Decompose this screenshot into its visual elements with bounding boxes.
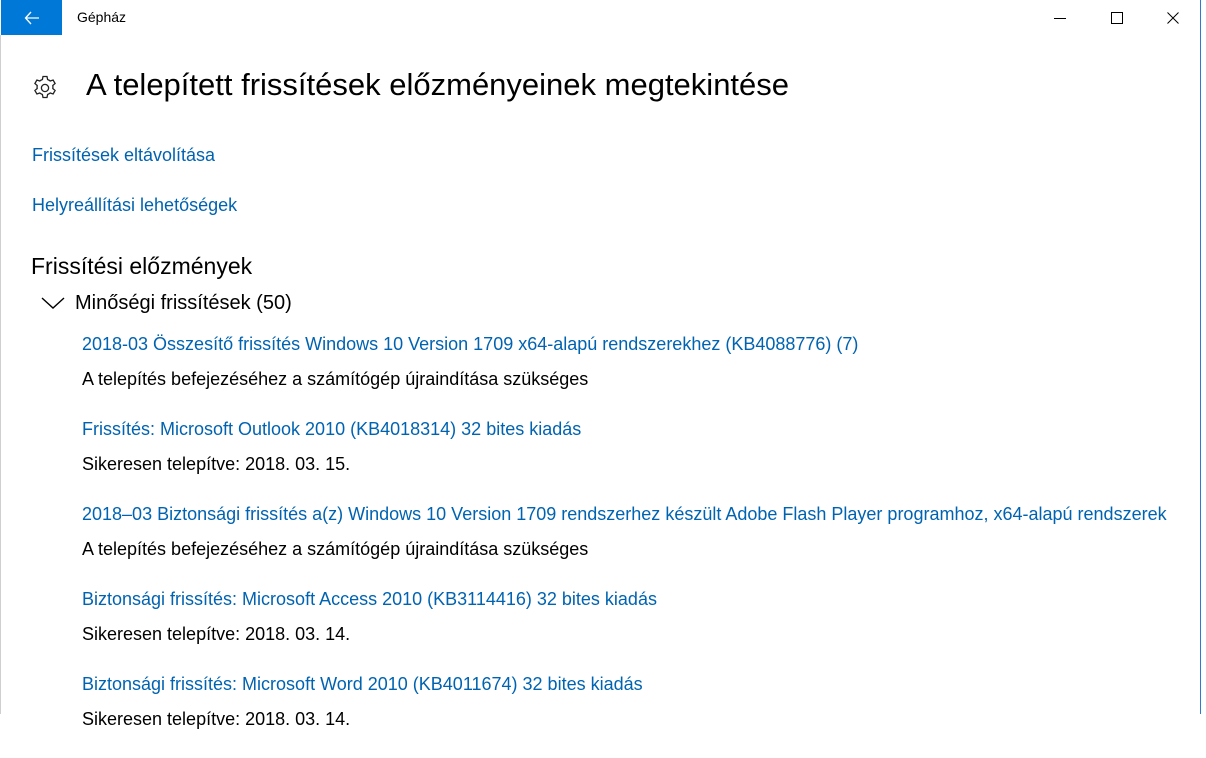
list-item — [82, 333, 1172, 418]
back-arrow-icon — [24, 11, 40, 25]
close-button[interactable] — [1150, 0, 1196, 35]
list-item — [82, 673, 1172, 758]
update-status: A telepítés befejezéséhez a számítógép újraindítása szükséges — [82, 539, 589, 559]
list-item — [82, 588, 1172, 673]
back-button[interactable] — [1, 0, 62, 35]
update-link[interactable]: 2018-03 Összesítő frissítés Windows 10 Version 1709 x64-alapú rendszerekhez (KB4088776) (7) — [82, 334, 859, 354]
maximize-icon — [1111, 12, 1123, 24]
quality-updates-group-toggle[interactable] — [40, 290, 292, 316]
close-icon — [1167, 12, 1179, 24]
gear-icon — [32, 75, 58, 101]
app-title: Gépház — [77, 9, 127, 25]
quality-updates-group-label: Minőségi frissítések (50) — [75, 291, 292, 314]
list-item — [82, 503, 1172, 588]
update-link[interactable]: Biztonsági frissítés: Microsoft Access 2010 (KB3114416) 32 bites kiadás — [82, 589, 657, 609]
chevron-down-icon — [40, 295, 66, 311]
update-link[interactable]: Frissítés: Microsoft Outlook 2010 (KB4018314) 32 bites kiadás — [82, 419, 582, 439]
title-bar — [0, 0, 1200, 35]
list-item — [82, 418, 1172, 503]
uninstall-updates-link[interactable]: Frissítések eltávolítása — [32, 145, 216, 165]
maximize-button[interactable] — [1094, 0, 1140, 35]
minimize-button[interactable] — [1037, 0, 1083, 35]
update-status: Sikeresen telepítve: 2018. 03. 15. — [82, 454, 351, 474]
update-list — [82, 333, 1172, 758]
window-left-border — [0, 0, 1, 714]
page-title: A telepített frissítések előzményeinek megtekintése — [86, 67, 790, 102]
update-link[interactable]: 2018–03 Biztonsági frissítés a(z) Windows 10 Version 1709 rendszerhez készült Adobe Flash Player programhoz, x64-alapú rendszerek — [82, 504, 1167, 524]
minimize-icon — [1054, 12, 1066, 24]
window-right-border — [1200, 0, 1201, 714]
recovery-options-link[interactable]: Helyreállítási lehetőségek — [32, 195, 238, 215]
update-link[interactable]: Biztonsági frissítés: Microsoft Word 2010 (KB4011674) 32 bites kiadás — [82, 674, 643, 694]
update-status: Sikeresen telepítve: 2018. 03. 14. — [82, 624, 351, 644]
update-status: A telepítés befejezéséhez a számítógép újraindítása szükséges — [82, 369, 589, 389]
update-history-title: Frissítési előzmények — [31, 253, 253, 279]
update-status: Sikeresen telepítve: 2018. 03. 14. — [82, 709, 351, 729]
